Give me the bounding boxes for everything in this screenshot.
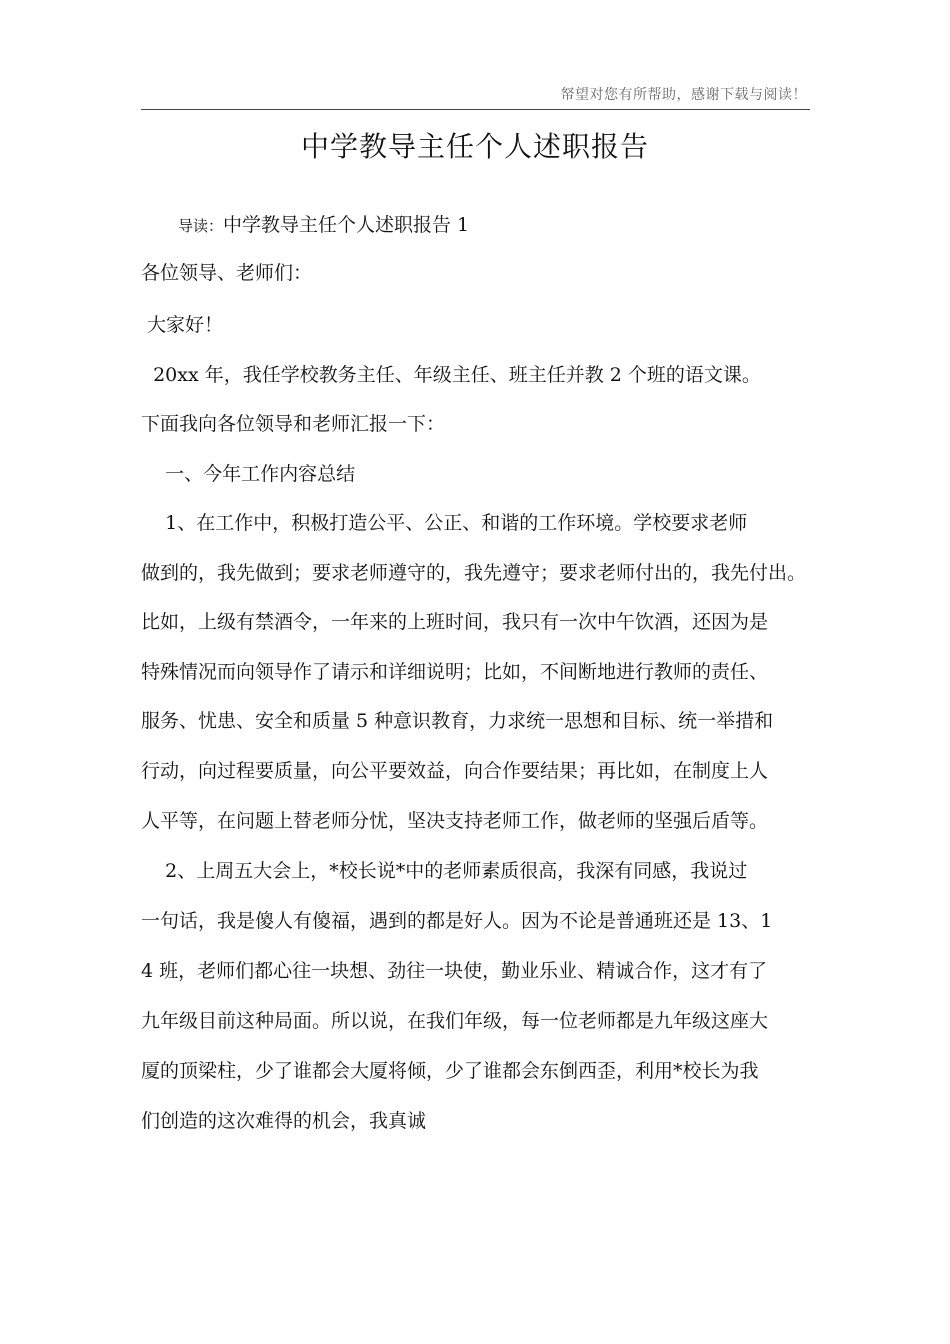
paragraph-line: 行动，向过程要质量，向公平要效益，向合作要结果；再比如，在制度上人 (141, 760, 769, 782)
paragraph-line: 20xx 年，我任学校教务主任、年级主任、班主任并教 2 个班的语文课。 (141, 364, 761, 386)
paragraph-line: 做到的，我先做到；要求老师遵守的，我先遵守；要求老师付出的，我先付出。 (141, 562, 807, 584)
paragraph-line: 们创造的这次难得的机会，我真诚 (141, 1110, 427, 1132)
paragraph-line: 1、在工作中，积极打造公平、公正、和谐的工作环境。学校要求老师 (141, 512, 748, 534)
paragraph-line: 特殊情况而向领导作了请示和详细说明；比如，不间断地进行教师的责任、 (141, 661, 769, 683)
header-divider (141, 109, 810, 110)
paragraph-line: 服务、忧患、安全和质量 5 种意识教育，力求统一思想和目标、统一举措和 (141, 710, 774, 732)
paragraph-line: 2、上周五大会上，*校长说*中的老师素质很高，我深有同感，我说过 (141, 860, 748, 882)
paragraph-line: 一、今年工作内容总结 (141, 463, 356, 485)
paragraph-line: 比如，上级有禁酒令，一年来的上班时间，我只有一次中午饮酒，还因为是 (141, 611, 769, 633)
paragraph-line: 一句话，我是傻人有傻福，遇到的都是好人。因为不论是普通班还是 13、1 (141, 910, 773, 932)
paragraph-line: 4 班，老师们都心往一块想、劲往一块使，勤业乐业、精诚合作，这才有了 (141, 960, 768, 982)
paragraph-line: 各位领导、老师们： (141, 262, 313, 284)
paragraph-line: 下面我向各位领导和老师汇报一下： (141, 413, 446, 435)
intro-text: 中学教导主任个人述职报告 1 (223, 214, 470, 236)
paragraph-line: 厦的顶梁柱，少了谁都会大厦将倾，少了谁都会东倒西歪，利用*校长为我 (141, 1060, 759, 1082)
paragraph-line: 大家好！ (141, 314, 224, 336)
paragraph-line: 九年级目前这种局面。所以说，在我们年级，每一位老师都是九年级这座大 (141, 1010, 769, 1032)
paragraph-line: 人平等，在问题上替老师分忧，坚决支持老师工作，做老师的坚强后盾等。 (141, 810, 769, 832)
header-note: 帑望对您有所帮助，感谢下载与阅读！ (560, 87, 807, 103)
intro-line (178, 212, 858, 239)
intro-label: 导读： (178, 217, 224, 235)
document-title: 中学教导主任个人述职报告 (300, 130, 649, 163)
